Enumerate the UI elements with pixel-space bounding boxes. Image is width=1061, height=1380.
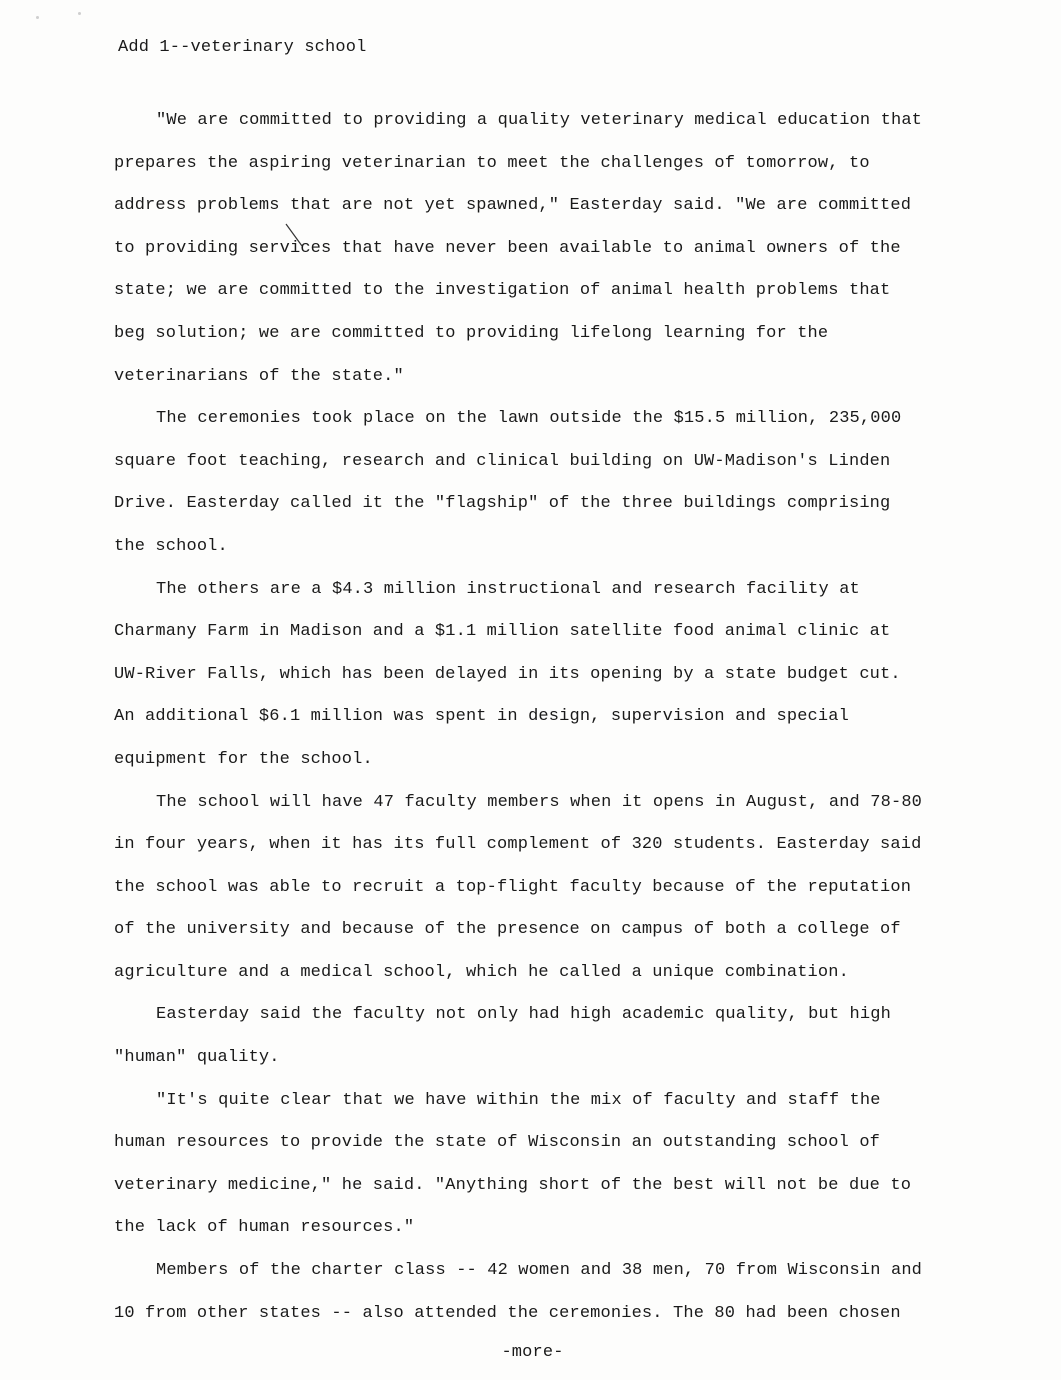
text-line: Drive. Easterday called it the "flagship" of the three buildings comprising — [114, 494, 891, 514]
text-line: 10 from other states -- also attended the ceremonies. The 80 had been chosen — [114, 1303, 901, 1323]
text-line: veterinary medicine," he said. "Anything short of the best will not be due to — [114, 1175, 912, 1195]
text-line: the lack of human resources." — [114, 1218, 415, 1238]
text-line: Members of the charter class -- 42 women and 38 men, 70 from Wisconsin and — [156, 1261, 923, 1281]
text-line: Charmany Farm in Madison and a $1.1 million satellite food animal clinic at — [114, 622, 891, 642]
text-line: Easterday said the faculty not only had high academic quality, but high — [156, 1005, 891, 1025]
text-line: prepares the aspiring veterinarian to meet the challenges of tomorrow, to — [114, 153, 870, 173]
text-line: UW-River Falls, which has been delayed in its opening by a state budget cut. — [114, 664, 901, 684]
text-line: equipment for the school. — [114, 749, 373, 769]
text-line: the school was able to recruit a top-flight faculty because of the reputation — [114, 877, 912, 897]
continuation-marker: -more- — [501, 1343, 564, 1362]
text-line: "It's quite clear that we have within the mix of faculty and staff the — [156, 1090, 881, 1110]
text-line: The school will have 47 faculty members when it opens in August, and 78-80 — [156, 792, 923, 812]
text-line: address problems that are not yet spawned," Easterday said. "We are committed — [114, 196, 912, 216]
text-line: "human" quality. — [114, 1048, 280, 1068]
body-text — [114, 100, 974, 1335]
page-header: Add 1--veterinary school — [118, 38, 367, 57]
text-line: human resources to provide the state of Wisconsin an outstanding school of — [114, 1133, 881, 1153]
text-line: to providing services that have never been available to animal owners of the — [114, 238, 901, 258]
paper-speck — [78, 12, 81, 15]
text-line: The others are a $4.3 million instructional and research facility at — [156, 579, 860, 599]
text-line: "We are committed to providing a quality veterinary medical education that — [156, 111, 923, 130]
text-line: beg solution; we are committed to providing lifelong learning for the — [114, 323, 829, 343]
text-line: in four years, when it has its full complement of 320 students. Easterday said — [114, 835, 922, 855]
text-line: the school. — [114, 536, 228, 556]
text-line: state; we are committed to the investigation of animal health problems that — [114, 281, 891, 301]
text-line: An additional $6.1 million was spent in design, supervision and special — [114, 707, 849, 727]
text-line: The ceremonies took place on the lawn outside the $15.5 million, 235,000 — [156, 409, 902, 429]
text-line: square foot teaching, research and clinical building on UW-Madison's Linden — [114, 451, 891, 471]
text-line: veterinarians of the state." — [114, 366, 404, 386]
text-line: agriculture and a medical school, which he called a unique combination. — [114, 962, 849, 982]
text-line: of the university and because of the presence on campus of both a college of — [114, 920, 901, 940]
handwritten-caret-mark — [284, 222, 306, 248]
paper-speck — [36, 16, 39, 19]
